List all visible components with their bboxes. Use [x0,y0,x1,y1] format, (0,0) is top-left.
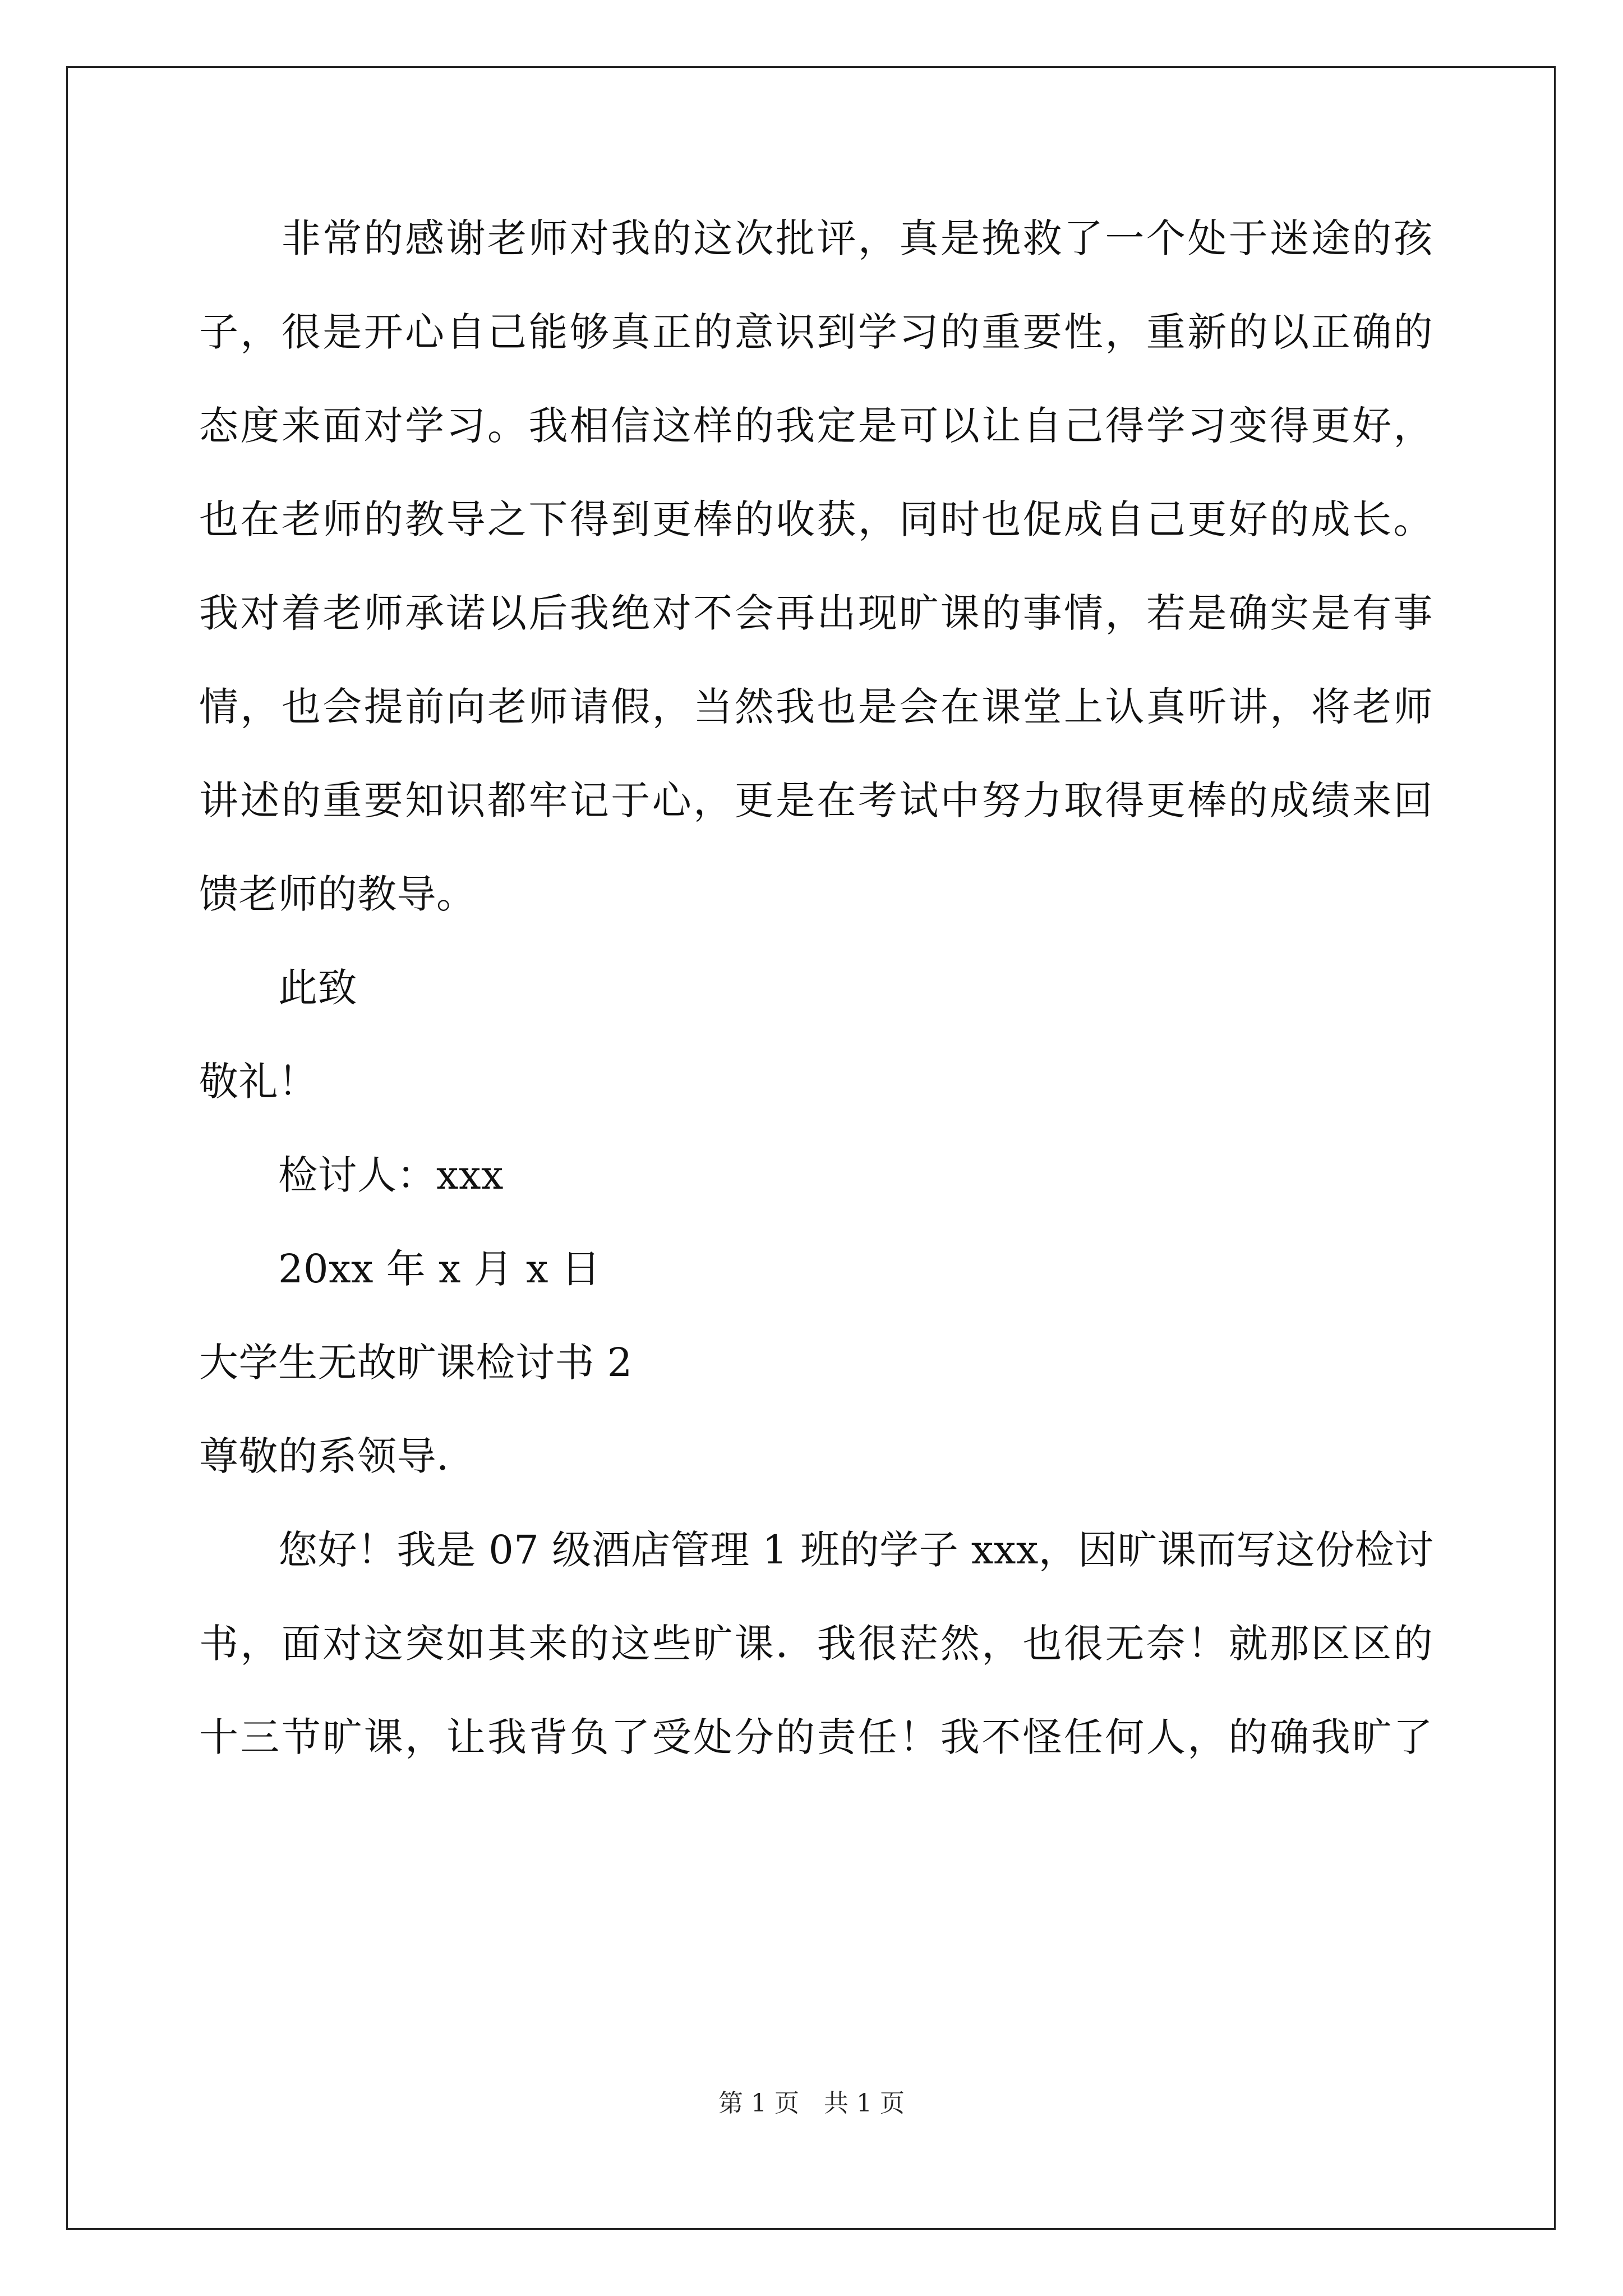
paragraph-1-line-8: 馈老师的教导。 [199,871,476,917]
closing-respect: 敬礼！ [199,1059,318,1105]
paragraph-1-line-1: 非常的感谢老师对我的这次批评，真是挽救了一个处于迷途的孩 [199,215,1433,261]
paragraph-1-line-3: 态度来面对学习。我相信这样的我定是可以让自己得学习变得更好， [199,403,1433,449]
signer-line: 检讨人：xxx [199,1152,504,1198]
date-line: 20xx 年 x 月 x 日 [199,1246,601,1292]
paragraph-1-line-5: 我对着老师承诺以后我绝对不会再出现旷课的事情，若是确实是有事 [199,590,1433,636]
page-footer: 第 1 页 共 1 页 [718,2089,905,2118]
section-2-line-3: 十三节旷课，让我背负了受处分的责任！我不怪任何人，的确我旷了 [199,1714,1433,1760]
section-2-line-1: 您好！我是 07 级酒店管理 1 班的学子 xxx，因旷课而写这份检讨 [199,1527,1434,1573]
section-2-greeting: 尊敬的系领导. [199,1433,449,1479]
section-2-title: 大学生无故旷课检讨书 2 [199,1340,633,1386]
paragraph-1-line-2: 子，很是开心自己能够真正的意识到学习的重要性，重新的以正确的 [199,309,1433,355]
section-2-line-2: 书，面对这突如其来的这些旷课．我很茫然，也很无奈！就那区区的 [199,1621,1433,1667]
closing-salutation: 此致 [199,965,357,1011]
paragraph-1-line-6: 情，也会提前向老师请假，当然我也是会在课堂上认真听讲，将老师 [199,684,1433,730]
paragraph-1-line-7: 讲述的重要知识都牢记于心，更是在考试中努力取得更棒的成绩来回 [199,777,1433,823]
paragraph-1-line-4: 也在老师的教导之下得到更棒的收获，同时也促成自己更好的成长。 [199,496,1433,542]
